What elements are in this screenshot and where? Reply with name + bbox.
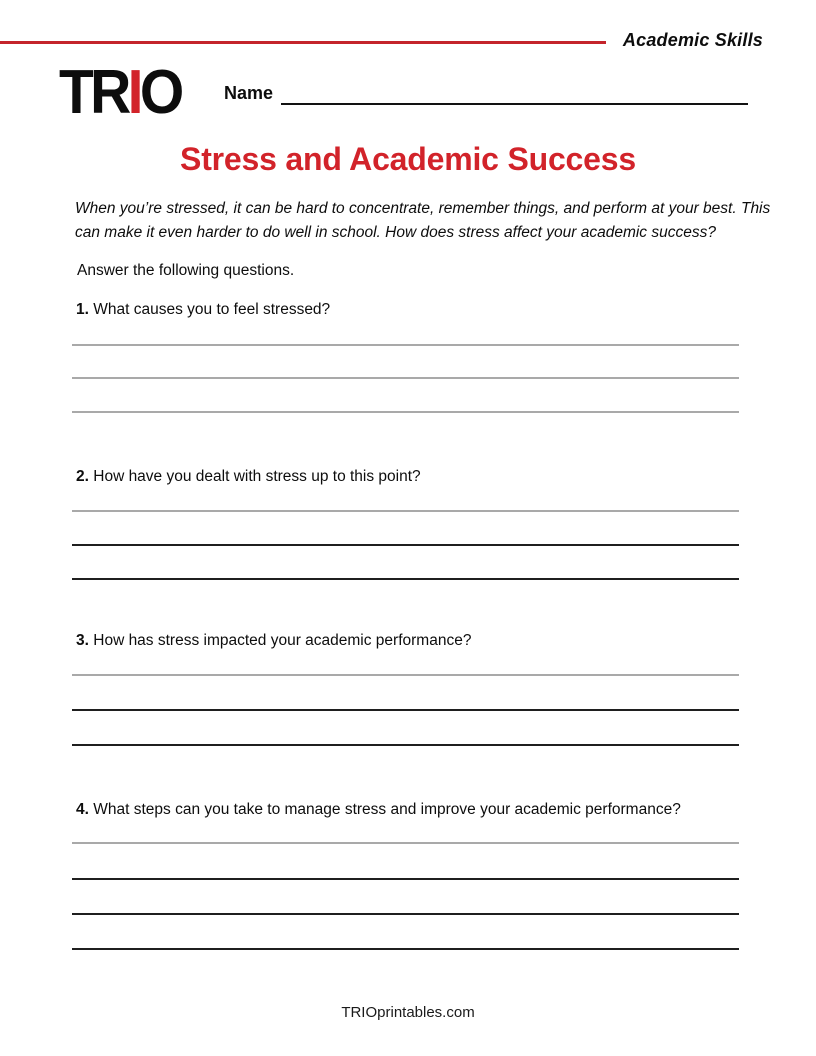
question-1-text: What causes you to feel stressed?: [93, 301, 331, 318]
page-title: Stress and Academic Success: [180, 141, 636, 177]
answer-line: [72, 578, 739, 580]
trio-logo: [59, 58, 181, 127]
answer-line: [72, 744, 739, 746]
answer-line: [72, 344, 739, 346]
answer-line: [72, 674, 739, 676]
question-3-text: How has stress impacted your academic performance?: [93, 632, 472, 649]
answer-line: [72, 709, 739, 711]
logo-accent-letter: I: [127, 58, 140, 127]
answer-line: [72, 948, 739, 950]
question-2-number: 2.: [76, 468, 89, 485]
answer-line: [72, 878, 739, 880]
intro-line-2: can make it even harder to do well in school. How does stress affect your academic success?: [75, 224, 716, 241]
question-1-number: 1.: [76, 301, 89, 318]
question-4-text: What steps can you take to manage stress and improve your academic performance?: [93, 801, 681, 818]
answer-line: [72, 544, 739, 546]
question-2-text: How have you dealt with stress up to this point?: [93, 468, 421, 485]
name-underline: [281, 103, 748, 105]
intro-line-1: When you’re stressed, it can be hard to concentrate, remember things, and perform at your best. This: [75, 200, 771, 217]
question-3: [76, 631, 471, 651]
intro-paragraph: [75, 197, 770, 245]
answer-line: [72, 377, 739, 379]
logo-part-2: O: [139, 58, 181, 127]
name-label: Name: [224, 83, 274, 103]
question-3-number: 3.: [76, 632, 89, 649]
question-2: [76, 467, 421, 487]
answer-line: [72, 913, 739, 915]
instruction-text: Answer the following questions.: [77, 262, 295, 279]
answer-line: [72, 842, 739, 844]
question-1: [76, 300, 330, 320]
answer-line: [72, 510, 739, 512]
question-4: [76, 800, 681, 820]
category-label: Academic Skills: [622, 30, 763, 50]
logo-part-1: TR: [59, 58, 128, 127]
question-4-number: 4.: [76, 801, 89, 818]
answer-line: [72, 411, 739, 413]
header-rule: [0, 41, 606, 44]
footer-website: TRIOprintables.com: [341, 1004, 475, 1021]
